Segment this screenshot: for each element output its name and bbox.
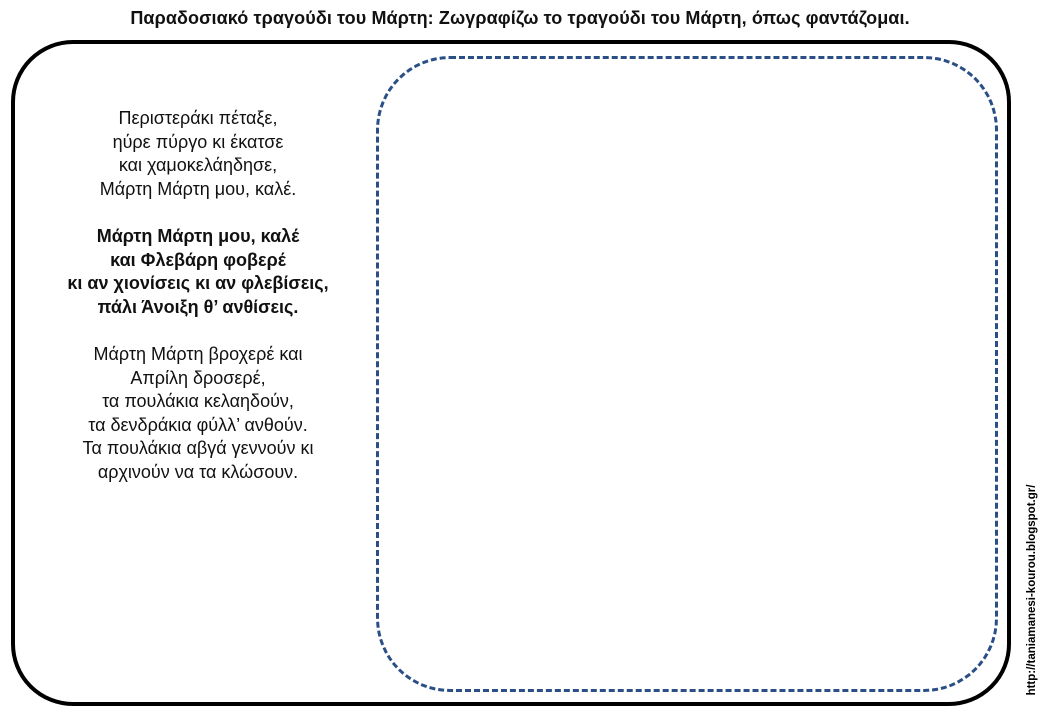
poem-line: τα πουλάκια κελαηδούν, — [102, 391, 294, 412]
poem-line: Απρίλη δροσερέ, — [130, 367, 266, 388]
page-title: Παραδοσιακό τραγούδι του Μάρτη: Ζωγραφίζω το τραγούδι του Μάρτη, όπως φαντάζομαι. — [130, 8, 910, 28]
poem-line: ηύρε πύργο κι έκατσε — [112, 131, 284, 152]
poem-chorus — [40, 225, 356, 319]
poem-stanza-3 — [40, 343, 356, 485]
website-url: http://taniamanesi-kourou.blogspot.gr/ — [1026, 484, 1038, 696]
poem-line: Μάρτη Μάρτη βροχερέ και — [93, 343, 303, 364]
drawing-area[interactable] — [376, 56, 998, 692]
poem-line: αρχινούν να τα κλώσουν. — [97, 461, 299, 482]
poem-line: Περιστεράκι πέταξε, — [118, 108, 278, 128]
poem-line: και χαμοκελάηδησε, — [118, 155, 278, 176]
poem-text — [40, 107, 356, 508]
poem-line: και Φλεβάρη φοβερέ — [110, 249, 286, 270]
poem-line: τα δενδράκια φύλλ’ ανθούν. — [88, 414, 308, 435]
poem-stanza-1 — [40, 107, 356, 201]
poem-line: κι αν χιονίσεις κι αν φλεβίσεις, — [67, 273, 329, 294]
poem-line: Τα πουλάκια αβγά γεννούν κι — [82, 438, 314, 459]
poem-line: Μάρτη Μάρτη μου, καλέ. — [99, 178, 297, 199]
poem-line: Μάρτη Μάρτη μου, καλέ — [96, 225, 300, 246]
poem-line: πάλι Άνοιξη θ’ ανθίσεις. — [97, 296, 299, 317]
